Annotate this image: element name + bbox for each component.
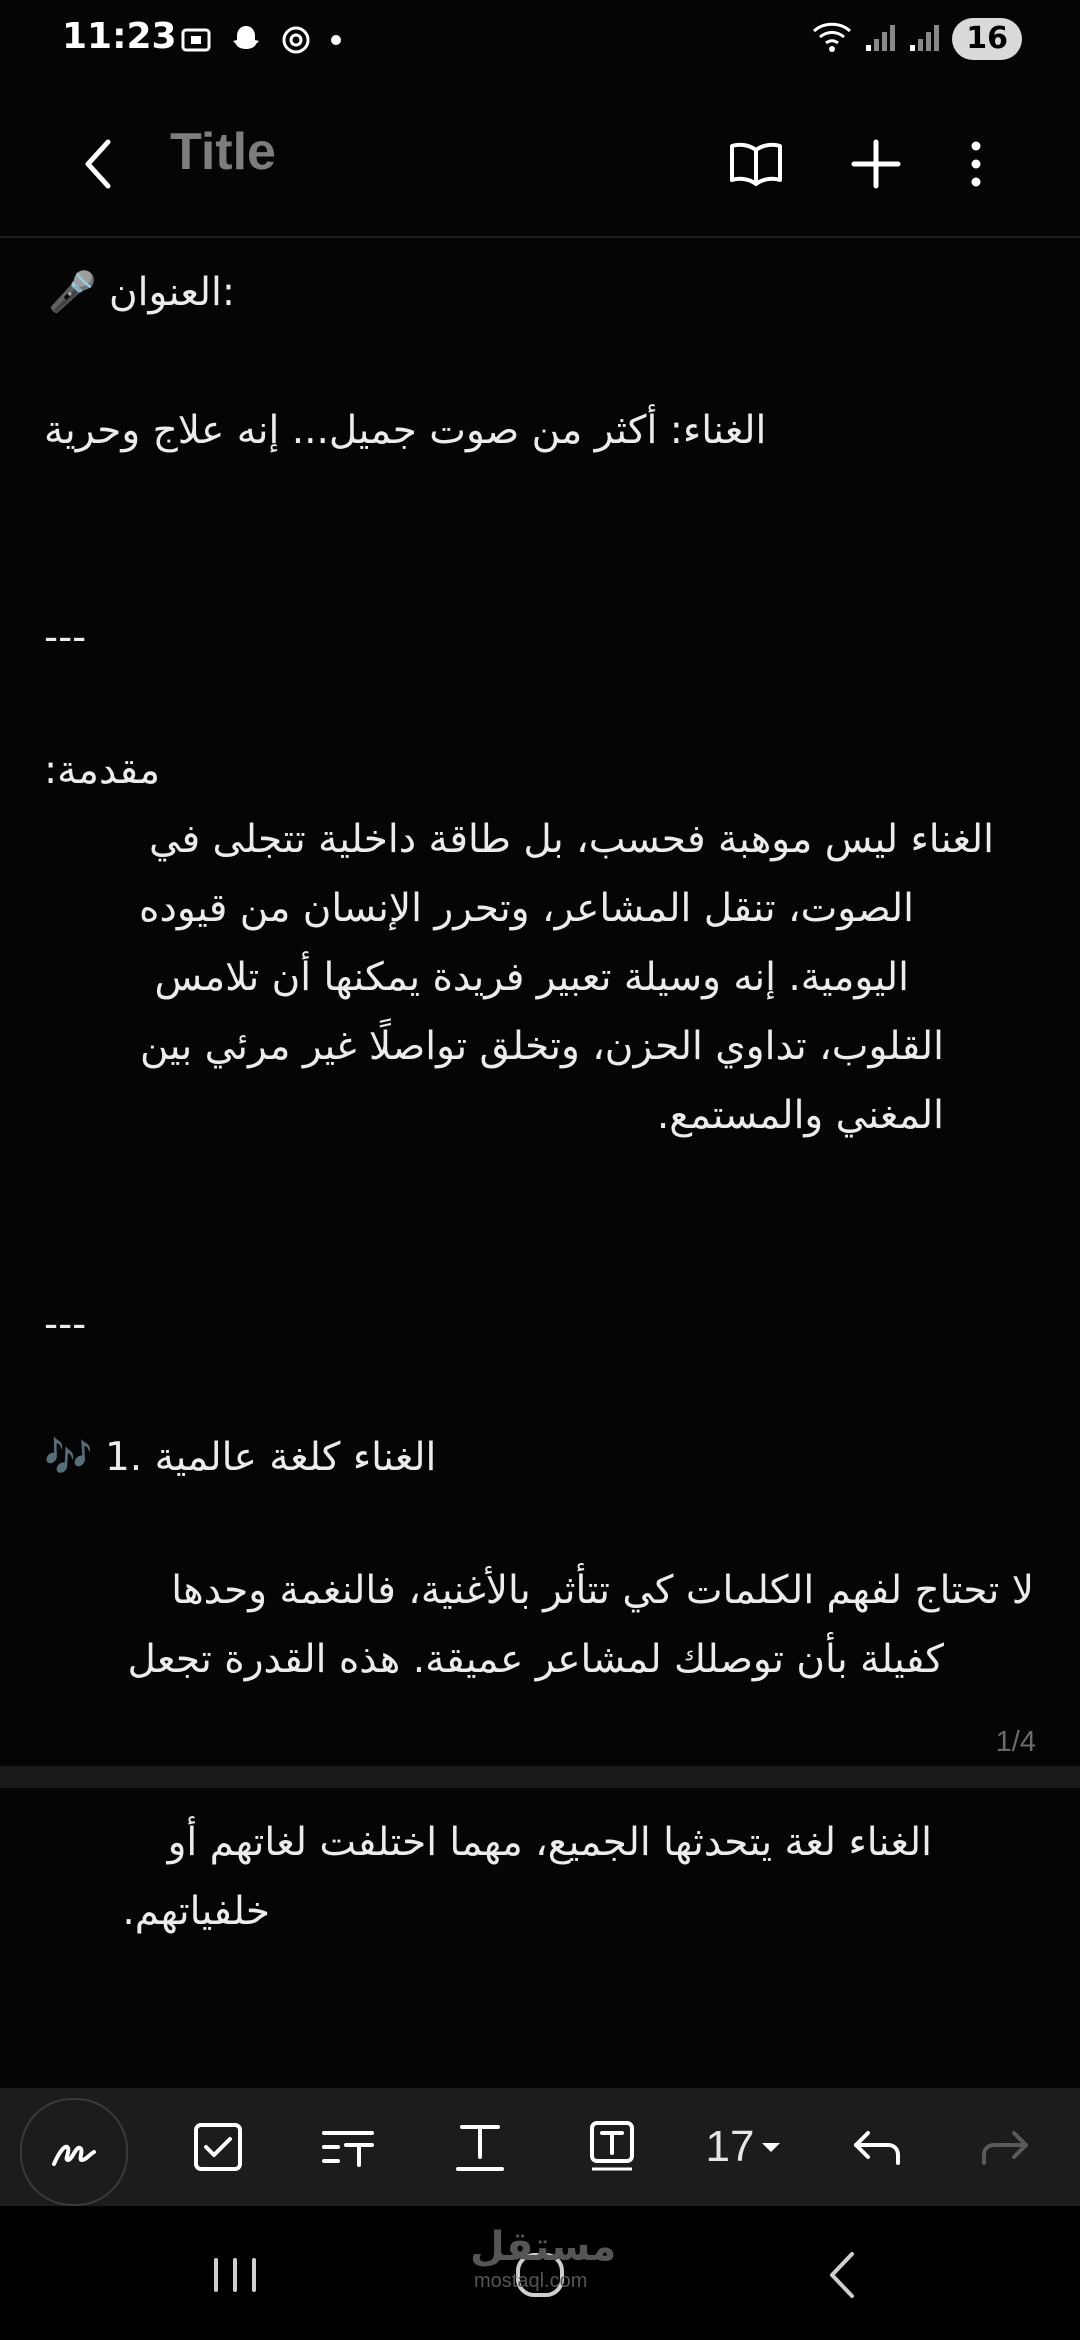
undo-button[interactable] [836, 2088, 916, 2206]
recent-apps-icon [200, 2240, 270, 2310]
formatting-toolbar [0, 2088, 1080, 2206]
redo-button[interactable] [966, 2088, 1046, 2206]
watermark-logo: مستقل [470, 2224, 617, 2270]
text-box-button[interactable] [572, 2088, 652, 2206]
signal-icon [864, 19, 898, 59]
section-line: كفيلة بأن توصلك لمشاعر عميقة. هذه القدرة تجعل [127, 1637, 944, 1682]
back-icon [70, 124, 130, 204]
separator: --- [44, 1302, 87, 1347]
note-title[interactable]: Title [170, 123, 276, 181]
text-style-icon [454, 2119, 506, 2175]
page-divider [0, 1766, 1080, 1788]
recent-apps-button[interactable] [200, 2240, 270, 2310]
reading-mode-button[interactable] [716, 124, 796, 204]
note-heading: 🎤 العنوان: [48, 270, 236, 315]
battery-level: 16 [966, 21, 1008, 56]
page-2-line: الغناء لغة يتحدثها الجميع، مهما اختلفت لغاتهم أو [167, 1820, 932, 1865]
openai-icon [278, 22, 314, 62]
handwriting-icon [46, 2124, 102, 2180]
text-style-button[interactable] [440, 2088, 520, 2206]
text-box-icon [586, 2119, 638, 2175]
more-options-button[interactable] [936, 124, 1016, 204]
font-size-value: 17 [705, 2122, 755, 2171]
status-notification-icons [178, 22, 344, 62]
intro-line: اليومية. إنه وسيلة تعبير فريدة يمكنها أن تلامس [154, 955, 909, 1000]
system-back-button[interactable] [808, 2240, 878, 2310]
text-align-icon [320, 2121, 376, 2173]
separator: --- [44, 615, 87, 660]
checkbox-button[interactable] [178, 2088, 258, 2206]
intro-line: الغناء ليس موهبة فحسب، بل طاقة داخلية تتجلى في [149, 817, 994, 862]
reading-mode-icon [726, 134, 786, 194]
wifi-icon [810, 19, 854, 59]
section-line: لا تحتاج لفهم الكلمات كي تتأثر بالأغنية، فالنغمة وحدها [171, 1568, 1034, 1613]
add-icon [846, 134, 906, 194]
page-indicator: 1/4 [995, 1726, 1036, 1758]
intro-line: الصوت، تنقل المشاعر، وتحرر الإنسان من قيوده [139, 886, 914, 931]
font-size-dropdown[interactable] [700, 2088, 790, 2206]
screenshot-icon [178, 22, 214, 62]
more-icon [956, 134, 996, 194]
back-button[interactable] [70, 124, 130, 204]
section-1-title: 🎶 1. الغناء كلغة عالمية [44, 1435, 437, 1480]
redo-icon [978, 2121, 1034, 2173]
intro-line: المغني والمستمع. [656, 1093, 944, 1138]
chevron-down-icon [758, 2137, 784, 2157]
status-system-icons [810, 18, 1022, 60]
intro-line: القلوب، تداوي الحزن، وتخلق تواصلًا غير مرئي بين [139, 1024, 944, 1069]
back-icon [808, 2240, 878, 2310]
note-body-page-2[interactable] [40, 1808, 1030, 1946]
snapchat-icon [228, 22, 264, 62]
checkbox-icon [192, 2121, 244, 2173]
note-body[interactable] [44, 240, 1034, 1694]
note-subtitle: الغناء: أكثر من صوت جميل... إنه علاج وحرية [44, 408, 767, 453]
section-1-paragraph [44, 1556, 1034, 1694]
intro-label: مقدمة: [44, 748, 161, 793]
watermark-url: mostaql.com [474, 2270, 588, 2292]
handwriting-button[interactable] [20, 2098, 128, 2206]
add-button[interactable] [836, 124, 916, 204]
status-time: 11:23 [62, 16, 177, 57]
undo-icon [848, 2121, 904, 2173]
status-bar [0, 0, 1080, 90]
intro-paragraph [44, 805, 1034, 1150]
page-2-line: خلفياتهم. [122, 1889, 270, 1934]
app-bar [0, 90, 1080, 238]
signal-icon [908, 19, 942, 59]
dot-icon [328, 22, 344, 62]
paragraph-style-button[interactable] [308, 2088, 388, 2206]
battery-icon [952, 18, 1022, 60]
